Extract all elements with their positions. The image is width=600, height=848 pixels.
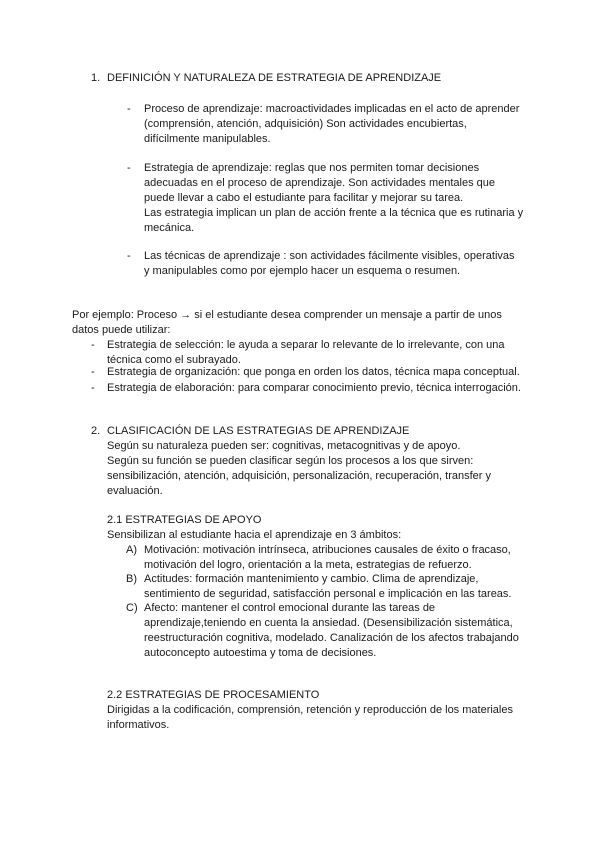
example-paragraph: Por ejemplo: Proceso → si el estudiante desea comprender un mensaje a partir de unos datos puede utilizar: — [72, 309, 502, 336]
example-elaboracion: Estrategia de elaboración: para comparar conocimiento previo, técnica interrogación. — [107, 382, 521, 394]
section-2-heading: CLASIFICACIÓN DE LAS ESTRATEGIAS DE APRENDIZAJE — [107, 425, 410, 437]
apoyo-afecto: Afecto: mantener el control emocional durante las tareas de aprendizaje,teniendo en cuenta la ansiedad. (Desensibilización sistemática, reestructuración cognitiva, modelado. Canalización de los afectos trabajando autoconcepto autoestima y toma de decisiones. — [144, 602, 519, 659]
subsection-2-1-intro: Sensibilizan al estudiante hacia el aprendizaje en 3 ámbitos: — [107, 529, 402, 541]
definition-tecnicas: Las técnicas de aprendizaje : son actividades fácilmente visibles, operativas y manipulables como por ejemplo hacer un esquema o resumen. — [144, 250, 515, 277]
subsection-2-2: 2.2 ESTRATEGIAS DE PROCESAMIENTO Dirigidas a la codificación, comprensión, retención y reproducción de los materiales informativos. — [107, 689, 513, 731]
bullet-dash: - — [91, 366, 95, 378]
definition-estrategia: Estrategia de aprendizaje: reglas que nos permiten tomar decisiones adecuadas en el proceso de aprendizaje. Son actividades mentales que puede llevar a cabo el estudiante para facilitar y mejorar su tarea. Las estrategia implican un plan de acción frente a la técnica que es rutinaria y mecánica. — [144, 162, 524, 234]
apoyo-actitudes: Actitudes: formación mantenimiento y cambio. Clima de aprendizaje, sentimiento de seguridad, satisfacción personal e implicación en las tareas. — [144, 573, 512, 600]
bullet-dash: - — [127, 162, 131, 174]
apoyo-motivacion: Motivación: motivación intrínseca, atribuciones causales de éxito o fracaso, motivación del logro, orientación a la meta, estrategias de refuerzo. — [144, 544, 511, 571]
section-2-number: 2. — [91, 425, 101, 437]
example-seleccion: Estrategia de selección: le ayuda a separar lo relevante de lo irrelevante, con una técnica como el subrayado. — [107, 339, 505, 366]
bullet-dash: - — [127, 250, 131, 262]
subsection-2-1-heading: 2.1 ESTRATEGIAS DE APOYO — [107, 514, 262, 526]
definition-proceso: Proceso de aprendizaje: macroactividades implicadas en el acto de aprender (comprensión, atención, adquisición) Son actividades encubiertas, difícilmente manipulables. — [144, 103, 520, 145]
section-1-number: 1. — [91, 72, 101, 84]
bullet-dash: - — [91, 339, 95, 351]
subsection-2-1 — [107, 513, 401, 543]
section-2-block: CLASIFICACIÓN DE LAS ESTRATEGIAS DE APRENDIZAJE Según su naturaleza pueden ser: cognitivas, metacognitivas y de apoyo. Según su función se pueden clasificar según los procesos a los que sirven: sensibilización, atención, adquisición, personalización, recuperación, transfer y evaluación. — [107, 425, 491, 497]
list-letter: C) — [126, 602, 138, 614]
list-letter: B) — [126, 573, 137, 585]
bullet-dash: - — [127, 103, 131, 115]
example-organizacion: Estrategia de organización: que ponga en orden los datos, técnica mapa conceptual. — [107, 366, 520, 378]
bullet-dash: - — [91, 382, 95, 394]
list-letter: A) — [126, 544, 137, 556]
section-1-heading: DEFINICIÓN Y NATURALEZA DE ESTRATEGIA DE APRENDIZAJE — [107, 72, 442, 84]
subsection-2-2-heading: 2.2 ESTRATEGIAS DE PROCESAMIENTO — [107, 689, 320, 701]
